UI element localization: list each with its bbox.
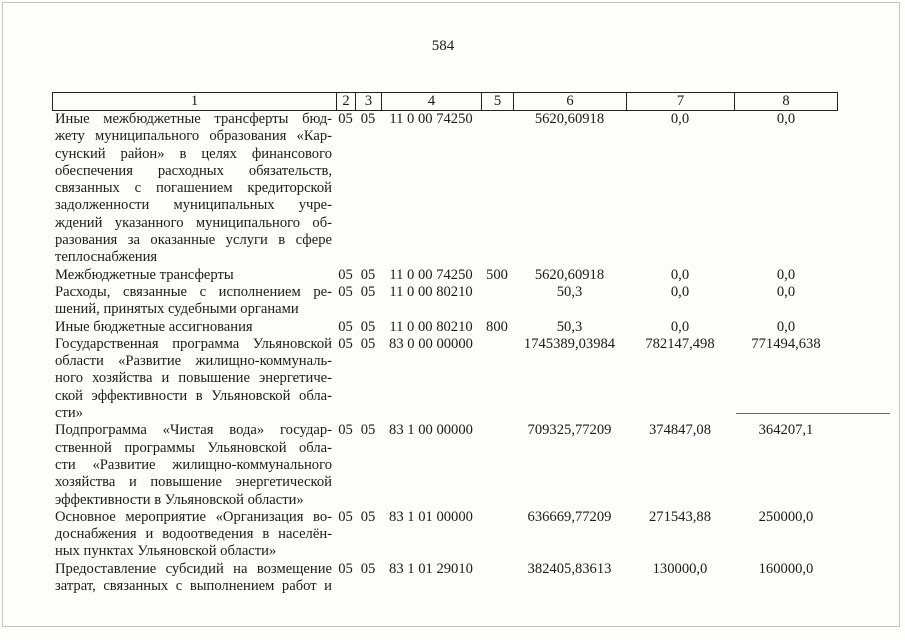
page-number: 584 (431, 38, 455, 54)
amount-col-8: 0,0 (776, 318, 796, 335)
subsection-code: 05 (360, 335, 376, 352)
row-name-line: задолженности муниципальных учре- (55, 197, 332, 214)
expense-type-code (481, 561, 513, 596)
amount-col-7: 0,0 (670, 283, 690, 300)
header-cell-6: 6 (513, 92, 626, 111)
header-cell-8: 8 (734, 92, 838, 111)
table-header (52, 92, 838, 111)
row-name-line: жету муниципального образования «Кар- (55, 128, 332, 145)
amount-col-6: 50,3 (556, 318, 583, 335)
target-article-code: 11 0 00 74250 (389, 266, 473, 283)
header-cell-3: 3 (355, 92, 381, 111)
row-name (52, 284, 336, 319)
row-name-line: затрат, связанных с выполнением работ и (55, 578, 332, 595)
row-name (52, 319, 336, 336)
row-name-line: эффективности в Ульяновской области» (55, 491, 304, 508)
row-name (52, 509, 336, 561)
row-name (52, 336, 336, 422)
section-code: 05 (338, 111, 353, 127)
amount-col-7: 0,0 (670, 111, 690, 127)
header-cell-5: 5 (481, 92, 513, 111)
row-name-line: шений, принятых судебными органами (55, 301, 299, 318)
amount-col-7: 0,0 (670, 318, 690, 335)
target-article-code: 11 0 00 80210 (389, 283, 473, 300)
row-name-line: Основное мероприятие «Организация во- (55, 508, 332, 525)
row-name-line: ской эффективности в Ульяновской обла- (55, 387, 332, 404)
table-row (52, 111, 838, 267)
target-article-code: 11 0 00 74250 (389, 111, 473, 127)
amount-col-6: 5620,60918 (534, 111, 605, 127)
row-name-line: ственной программы Ульяновской обла- (55, 439, 332, 456)
amount-col-6: 382405,83613 (527, 560, 612, 577)
amount-col-6: 50,3 (556, 283, 583, 300)
section-code: 05 (338, 266, 353, 283)
amount-col-6: 709325,77209 (527, 422, 612, 439)
section-code: 05 (338, 508, 353, 525)
budget-table (52, 92, 838, 595)
row-name-line: Иные бюджетные ассигнования (55, 318, 253, 335)
row-name (52, 111, 336, 267)
expense-type-code: 800 (486, 318, 508, 335)
row-name-line: разования за оказанные услуги в сфере (55, 232, 332, 249)
subsection-code: 05 (360, 266, 376, 283)
row-name (52, 267, 336, 284)
row-name-line: Иные межбюджетные трансферты бюд- (55, 111, 332, 127)
row-name-line: Государственная программа Ульяновской (55, 335, 332, 352)
target-article-code: 83 1 00 00000 (389, 422, 473, 439)
table-row (52, 336, 838, 422)
row-name (52, 422, 336, 508)
expense-type-code (481, 284, 513, 319)
header-cell-7: 7 (626, 92, 734, 111)
amount-col-8: 771494,638 (751, 335, 821, 352)
row-name-line: доснабжения и водоотведения в населён- (55, 526, 332, 543)
subsection-code: 05 (360, 318, 376, 335)
row-name-line: ных пунктах Ульяновской области» (55, 543, 277, 560)
subsection-code: 05 (360, 283, 376, 300)
row-name-line: сунский район» в целях финансового (55, 145, 332, 162)
table-row (52, 561, 838, 596)
amount-col-6: 636669,77209 (527, 508, 612, 525)
section-code: 05 (338, 318, 353, 335)
row-name-line: обеспечения расходных обязательств, (55, 162, 332, 179)
expense-type-code (481, 336, 513, 422)
row-name-line: Межбюджетные трансферты (55, 266, 234, 283)
row-name-line: сти «Развитие жилищно-коммунального (55, 456, 332, 473)
subsection-code: 05 (360, 560, 376, 577)
section-code: 05 (338, 283, 353, 300)
subsection-code: 05 (360, 111, 376, 127)
row-name-line: Расходы, связанные с исполнением ре- (55, 283, 332, 300)
amount-col-7: 130000,0 (652, 560, 708, 577)
row-name-line: теплоснабжения (55, 249, 158, 266)
row-name-line: области «Развитие жилищно-коммуналь- (55, 353, 332, 370)
row-name-line: ждений указанного муниципального об- (55, 214, 332, 231)
subsection-code: 05 (360, 508, 376, 525)
header-cell-4: 4 (381, 92, 481, 111)
table-row (52, 509, 838, 561)
amount-col-7: 0,0 (670, 266, 690, 283)
amount-col-8: 0,0 (776, 283, 796, 300)
table-row (52, 422, 838, 508)
target-article-code: 83 1 01 29010 (389, 560, 473, 577)
row-name-line: ного хозяйства и повышение энергетиче- (55, 370, 332, 387)
target-article-code: 83 0 00 00000 (389, 335, 473, 352)
amount-col-8: 250000,0 (758, 508, 814, 525)
target-article-code: 83 1 01 00000 (389, 508, 473, 525)
header-cell-2: 2 (336, 92, 355, 111)
amount-col-8: 0,0 (776, 111, 796, 127)
amount-col-8: 364207,1 (758, 422, 814, 439)
row-name-line: связанных с погашением кредиторской (55, 180, 332, 197)
subsection-code: 05 (360, 422, 376, 439)
table-row (52, 267, 838, 284)
header-cell-1: 1 (52, 92, 336, 111)
section-code: 05 (338, 560, 353, 577)
section-code: 05 (338, 422, 353, 439)
table-row (52, 284, 838, 319)
amount-col-8: 0,0 (776, 266, 796, 283)
amount-col-7: 374847,08 (648, 422, 712, 439)
expense-type-code (481, 509, 513, 561)
row-name (52, 561, 336, 596)
section-code: 05 (338, 335, 353, 352)
expense-type-code: 500 (486, 266, 508, 283)
target-article-code: 11 0 00 80210 (389, 318, 473, 335)
row-name-line: Подпрограмма «Чистая вода» государ- (55, 422, 332, 439)
amount-col-6: 1745389,03984 (523, 335, 616, 352)
row-name-line: хозяйства и повышение энергетической (55, 474, 332, 491)
expense-type-code (481, 111, 513, 267)
row-name-line: сти» (55, 405, 83, 422)
table-row (52, 319, 838, 336)
amount-col-6: 5620,60918 (534, 266, 605, 283)
amount-col-7: 782147,498 (645, 335, 715, 352)
amount-col-7: 271543,88 (648, 508, 712, 525)
expense-type-code (481, 422, 513, 508)
amount-col-8: 160000,0 (758, 560, 814, 577)
row-name-line: Предоставление субсидий на возмещение (55, 560, 332, 577)
